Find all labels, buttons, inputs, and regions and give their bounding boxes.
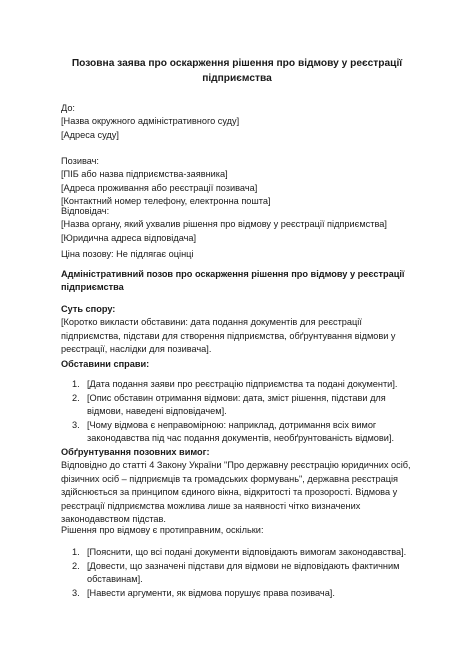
unlawful-intro: Рішення про відмову є протиправним, оскільки: <box>61 525 264 535</box>
grounds-text: Відповідно до статті 4 Закону України "Про державну реєстрацію юридичних осіб, фізичних осіб – підприємців та громадських формувань", державна реєстрація здійснюється за принципом єдиного вікна, відкритості та прозорості. Відмова у реєстрації підприємства можлива лише за наявності чітко визначених законодавством підстав. <box>61 460 411 525</box>
unlawful-list <box>61 546 421 600</box>
unlawful-section <box>61 524 421 600</box>
list-text: [Дата подання заяви про реєстрацію підприємства та подані документи]. <box>87 379 398 390</box>
court-address: [Адреса суду] <box>61 129 119 140</box>
plaintiff-address: [Адреса проживання або реєстрації позивача] <box>61 182 258 193</box>
list-number: 2. <box>72 392 80 403</box>
defendant-block <box>61 205 421 245</box>
list-item <box>61 392 421 419</box>
defendant-name: [Назва органу, який ухвалив рішення про відмову у реєстрації підприємства] <box>61 219 387 230</box>
list-item <box>61 419 421 446</box>
defendant-address: [Юридична адреса відповідача] <box>61 232 197 243</box>
grounds-heading: Обґрунтування позовних вимог: <box>61 447 210 457</box>
essence-section <box>61 303 421 357</box>
list-text: [Опис обставин отримання відмови: дата, зміст рішення, підстави для відмови, наведені відповідачем]. <box>87 392 386 417</box>
essence-text: [Коротко викласти обставини: дата подання документів для реєстрації підприємства, підстави для створення підприємства, обґрунтування відмови у реєстрації, наслідки для позивача]. <box>61 317 396 355</box>
document-title: Позовна заява про оскарження рішення про відмову у реєстрації підприємства <box>71 58 403 84</box>
circumstances-list <box>61 378 421 445</box>
plaintiff-name: [ПІБ або назва підприємства-заявника] <box>61 169 228 180</box>
list-text: [Пояснити, що всі подані документи відповідають вимогам законодавства]. <box>87 547 407 558</box>
list-item <box>61 587 421 600</box>
essence-heading: Суть спору: <box>61 304 116 314</box>
plaintiff-contacts: [Контактний номер телефону, електронна пошта] <box>61 196 271 207</box>
list-number: 1. <box>72 379 80 390</box>
list-number: 1. <box>72 547 80 558</box>
claim-price-text: Ціна позову: Не підлягає оцінці <box>61 249 194 259</box>
list-text: [Навести аргументи, як відмова порушує права позивача]. <box>87 587 335 598</box>
list-item <box>61 546 421 559</box>
list-number: 3. <box>72 419 80 430</box>
defendant-label: Відповідач: <box>61 206 110 216</box>
circumstances-heading: Обставини справи: <box>61 359 150 369</box>
court-name: [Назва окружного адміністративного суду] <box>61 116 240 127</box>
list-item <box>61 378 421 391</box>
plaintiff-label: Позивач: <box>61 156 99 166</box>
circumstances-section <box>61 358 421 445</box>
plaintiff-block <box>61 155 421 209</box>
grounds-section <box>61 446 421 526</box>
list-text: [Довести, що зазначені підстави для відмови не відповідають фактичним обставинам]. <box>87 560 400 585</box>
list-number: 3. <box>72 587 80 598</box>
claim-heading <box>61 268 421 295</box>
list-text: [Чому відмова є неправомірною: наприклад, дотримання всіх вимог законодавства під час подання документів, необґрунтованість відмови]. <box>87 419 395 444</box>
claim-price <box>61 248 421 261</box>
claim-heading-text: Адміністративний позов про оскарження рішення про відмову у реєстрації підприємства <box>61 269 405 293</box>
recipient-block <box>61 102 421 142</box>
list-number: 2. <box>72 560 80 571</box>
list-item <box>61 560 421 587</box>
recipient-label: До: <box>61 103 75 113</box>
